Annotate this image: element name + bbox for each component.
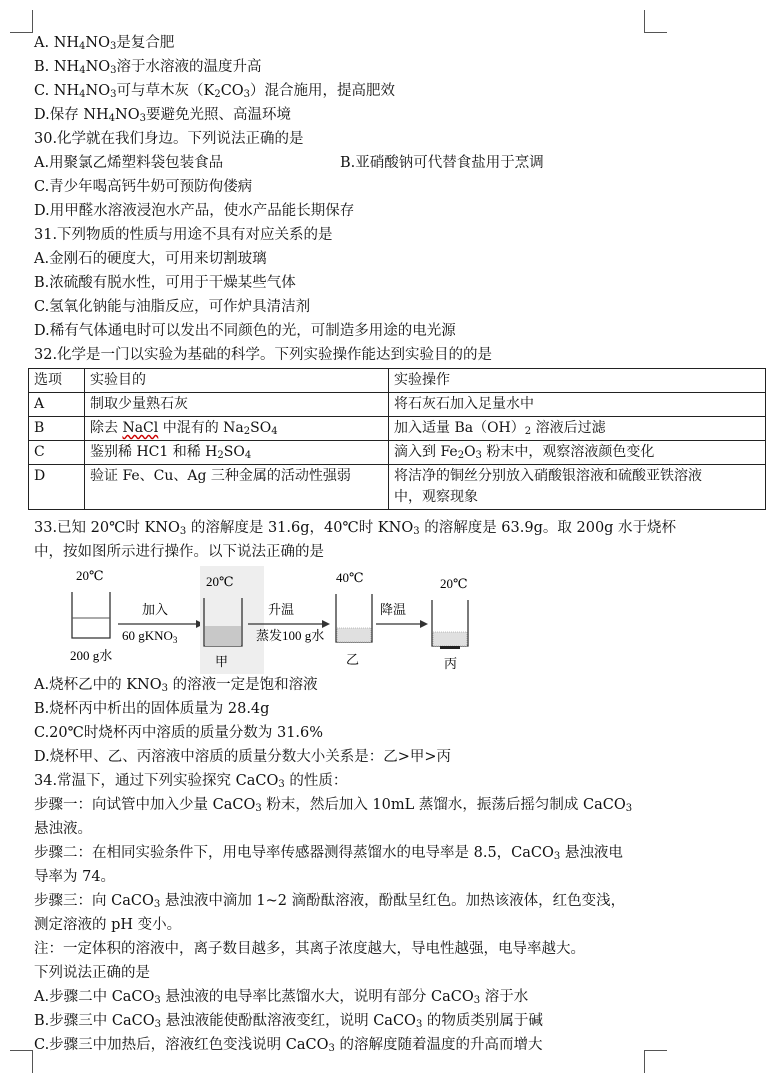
q31-option-a: A.金刚石的硬度大，可用来切割玻璃	[34, 251, 267, 267]
arrow2-label-top: 升温	[268, 602, 295, 617]
row-option: C	[29, 441, 85, 465]
q34-ask: 下列说法正确的是	[34, 965, 150, 981]
beaker1-label: 甲	[215, 654, 229, 669]
q34-option-b: B.步骤三中 CaCO$_3$ 悬浊液能使酚酞溶液变红，说明 CaCO$_3$ 的物质类别属于碱	[34, 1013, 543, 1030]
crop-mark-bottom-right	[644, 1050, 667, 1073]
row-operation: 滴入到 $Fe_2O_3$ 粉末中，观察溶液颜色变化	[389, 441, 766, 465]
row-goal: 制取少量熟石灰	[85, 393, 389, 417]
q33-option-b: B.烧杯丙中析出的固体质量为 28.4g	[34, 701, 270, 717]
q30-stem: 30.化学就在我们身边。下列说法正确的是	[34, 131, 304, 147]
q34-option-c: C.步骤三中加热后，溶液红色变浅说明 CaCO$_3$ 的溶解度随着温度的升高而增大	[34, 1037, 543, 1054]
q34-step2-line2: 导率为 74。	[34, 869, 116, 885]
table-row	[29, 465, 766, 510]
beaker1-solution	[205, 626, 241, 646]
q29-option-b: B. $NH_4NO_3$溶于水溶液的温度升高	[34, 59, 262, 76]
crop-mark-top-right	[644, 10, 667, 33]
q33-option-d: D.烧杯甲、乙、丙溶液中溶质的质量分数大小关系是：乙>甲>丙	[34, 749, 452, 765]
q34-step1-line2: 悬浊液。	[34, 821, 92, 837]
row-operation: 将洁净的铜丝分别放入硝酸银溶液和硫酸亚铁溶液 中，观察现象	[389, 465, 766, 510]
q34-stem: 34.常温下，通过下列实验探究 CaCO$_3$ 的性质：	[34, 773, 348, 790]
q33-option-a: A.烧杯乙中的 $KNO_3$ 的溶液一定是饱和溶液	[34, 677, 318, 694]
q33-beaker-diagram	[60, 566, 480, 674]
crop-mark-bottom-left	[10, 1050, 33, 1073]
q33-stem-line1: 33.已知 20℃时 $KNO_3$ 的溶解度是 31.6g，40℃时 $KNO_3$ 的溶解度是 63.9g。取 200g 水于烧杯	[34, 520, 677, 537]
row-option: B	[29, 417, 85, 441]
beaker3-temp: 20℃	[440, 576, 468, 591]
q31-option-b: B.浓硫酸有脱水性，可用于干燥某些气体	[34, 275, 296, 291]
table-row	[29, 393, 766, 417]
table-row	[29, 417, 766, 441]
q34-step2-line1: 步骤二：在相同实验条件下，用电导率传感器测得蒸馏水的电导率是 8.5，CaCO$_3$ 悬浊液电	[34, 845, 623, 862]
q33-stem-line2: 中，按如图所示进行操作。以下说法正确的是	[34, 544, 324, 560]
q30-option-d: D.用甲醛水溶液浸泡水产品，使水产品能长期保存	[34, 203, 355, 219]
q34-option-a: A.步骤二中 CaCO$_3$ 悬浊液的电导率比蒸馏水大，说明有部分 CaCO$_3$ 溶于水	[34, 989, 529, 1006]
q29-option-c: C. $NH_4NO_3$可与草木灰$(K_2CO_3)$混合施用，提高肥效	[34, 83, 396, 100]
q31-option-c: C.氢氧化钠能与油脂反应，可作炉具清洁剂	[34, 299, 311, 315]
row-goal: 验证 Fe、Cu、Ag 三种金属的活动性强弱	[85, 465, 389, 510]
row-goal: 鉴别稀 HC1 和稀 $H_2SO_4$	[85, 441, 389, 465]
table-row	[29, 441, 766, 465]
arrow2-label-bottom: 蒸发100 g水	[256, 628, 325, 643]
beaker3-solution	[433, 632, 467, 646]
beaker2-solution	[337, 628, 371, 642]
table-header-row	[29, 369, 766, 393]
beaker2-label: 乙	[346, 652, 360, 667]
row-option: D	[29, 465, 85, 510]
arrow3-label: 降温	[380, 602, 407, 617]
beaker0-water-label: 200 g水	[70, 648, 113, 663]
q31-option-d: D.稀有气体通电时可以发出不同颜色的光，可制造多用途的电光源	[34, 323, 456, 339]
q29-option-d: D.保存 $NH_4NO_3$要避免光照、高温环境	[34, 107, 291, 124]
arrow1-label-bottom: 60 gKNO$_3$	[122, 628, 178, 645]
row-operation: 加入适量 $Ba(OH)_2$ 溶液后过滤	[389, 417, 766, 441]
arrow3-head-icon	[420, 620, 428, 628]
q34-step3-line2: 测定溶液的 pH 变小。	[34, 917, 182, 933]
beaker3-label: 丙	[444, 656, 458, 671]
header-option: 选项	[29, 369, 85, 393]
beaker3-precipitate	[440, 646, 460, 649]
q34-step1-line1: 步骤一：向试管中加入少量 CaCO$_3$ 粉末，然后加入 10mL 蒸馏水，振荡后摇匀制成 CaCO$_3$	[34, 797, 633, 814]
row-goal: 除去 NaCl 中混有的 $Na_2SO_4$	[85, 417, 389, 441]
q31-stem: 31.下列物质的性质与用途不具有对应关系的是	[34, 227, 333, 243]
q34-step3-line1: 步骤三：向 CaCO$_3$ 悬浊液中滴加 1~2 滴酚酞溶液，酚酞呈红色。加热该液体，红色变浅，	[34, 893, 626, 910]
q32-options-table	[28, 368, 766, 510]
beaker2-temp: 40℃	[336, 570, 364, 585]
arrow1-label-top: 加入	[142, 602, 169, 617]
crop-mark-top-left	[10, 10, 33, 33]
header-goal: 实验目的	[85, 369, 389, 393]
beaker0-temp: 20℃	[76, 568, 104, 583]
q29-option-a: A. $NH_4NO_3$是复合肥	[34, 35, 175, 52]
beaker1-temp: 20℃	[206, 574, 234, 589]
q34-note: 注：一定体积的溶液中，离子数目越多，其离子浓度越大，导电性越强，电导率越大。	[34, 941, 585, 957]
q30-option-a: A.用聚氯乙烯塑料袋包装食品	[34, 155, 224, 171]
q33-option-c: C.20℃时烧杯丙中溶质的质量分数为 31.6%	[34, 725, 324, 741]
arrow2-head-icon	[322, 620, 330, 628]
row-option: A	[29, 393, 85, 417]
q30-option-c: C.青少年喝高钙牛奶可预防佝偻病	[34, 179, 253, 195]
header-operation: 实验操作	[389, 369, 766, 393]
row-operation: 将石灰石加入足量水中	[389, 393, 766, 417]
beaker0-icon	[72, 592, 110, 638]
q32-stem: 32.化学是一门以实验为基础的科学。下列实验操作能达到实验目的的是	[34, 347, 493, 363]
q30-option-b: B.亚硝酸钠可代替食盐用于烹调	[340, 155, 544, 171]
